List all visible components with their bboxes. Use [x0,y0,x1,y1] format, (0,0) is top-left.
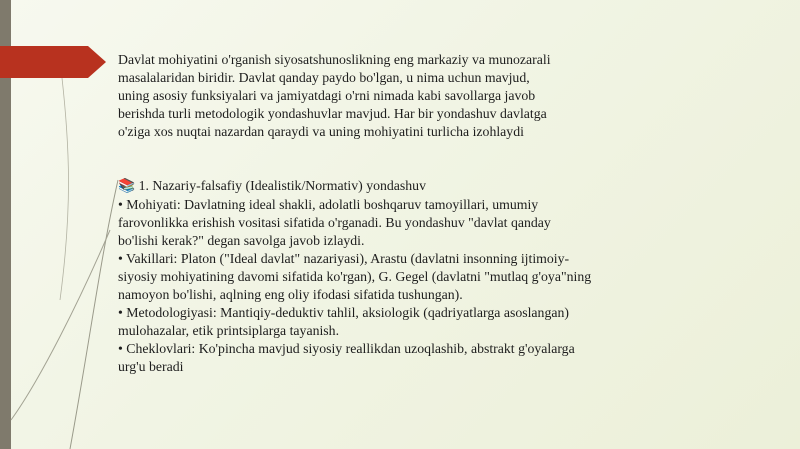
bullet-metodologiyasi: • Metodologiyasi: Mantiqiy-deduktiv tahlil, aksiologik (qadriyatlarga asoslangan) mulohazalar, etik printsiplarga tayanish. [118,305,569,339]
intro-paragraph: Davlat mohiyatini o'rganish siyosatshunoslikning eng markaziy va munozarali masalalaridan biridir. Davlat qanday paydo bo'lgan, u nima uchun mavjud, uning asosiy funksiyalari va jamiyatdagi o'rni nimada kabi savollarga javob berishda turli metodologik yondashuvlar mavjud. Har bir yondashuv davlatga o'ziga xos nuqtai nazardan qaraydi va uning mohiyatini turlicha izohlaydi [118,52,551,140]
approach-section [118,177,638,376]
section-heading [118,177,638,195]
section-heading-text: 1. Nazariy-falsafiy (Idealistik/Normativ) yondashuv [135,178,426,194]
slide-content [118,51,638,377]
books-icon: 📚 [118,178,136,194]
accent-arrow-tab [0,46,106,78]
bullet-cheklovlari: • Cheklovlari: Ko'pincha mavjud siyosiy reallikdan uzoqlashib, abstrakt g'oyalarga urg'u beradi [118,341,575,375]
bullet-vakillari: • Vakillari: Platon ("Ideal davlat" nazariyasi), Arastu (davlatni insonning ijtimoiy- siyosiy mohiyatining davomi sifatida ko'rgan), G. Gegel (davlatni "mutlaq g'oya"ning namoyon bo'lishi, aqlning eng oliy ifodasi sifatida tushungan). [118,250,592,303]
bullet-mohiyati: • Mohiyati: Davlatning ideal shakli, adolatli boshqaruv tamoyillari, umumiy farovonlikka erishish vositasi sifatida o'rganadi. Bu yondashuv "davlat qanday bo'lishi kerak?" degan savolga javob izlaydi. [118,196,551,248]
